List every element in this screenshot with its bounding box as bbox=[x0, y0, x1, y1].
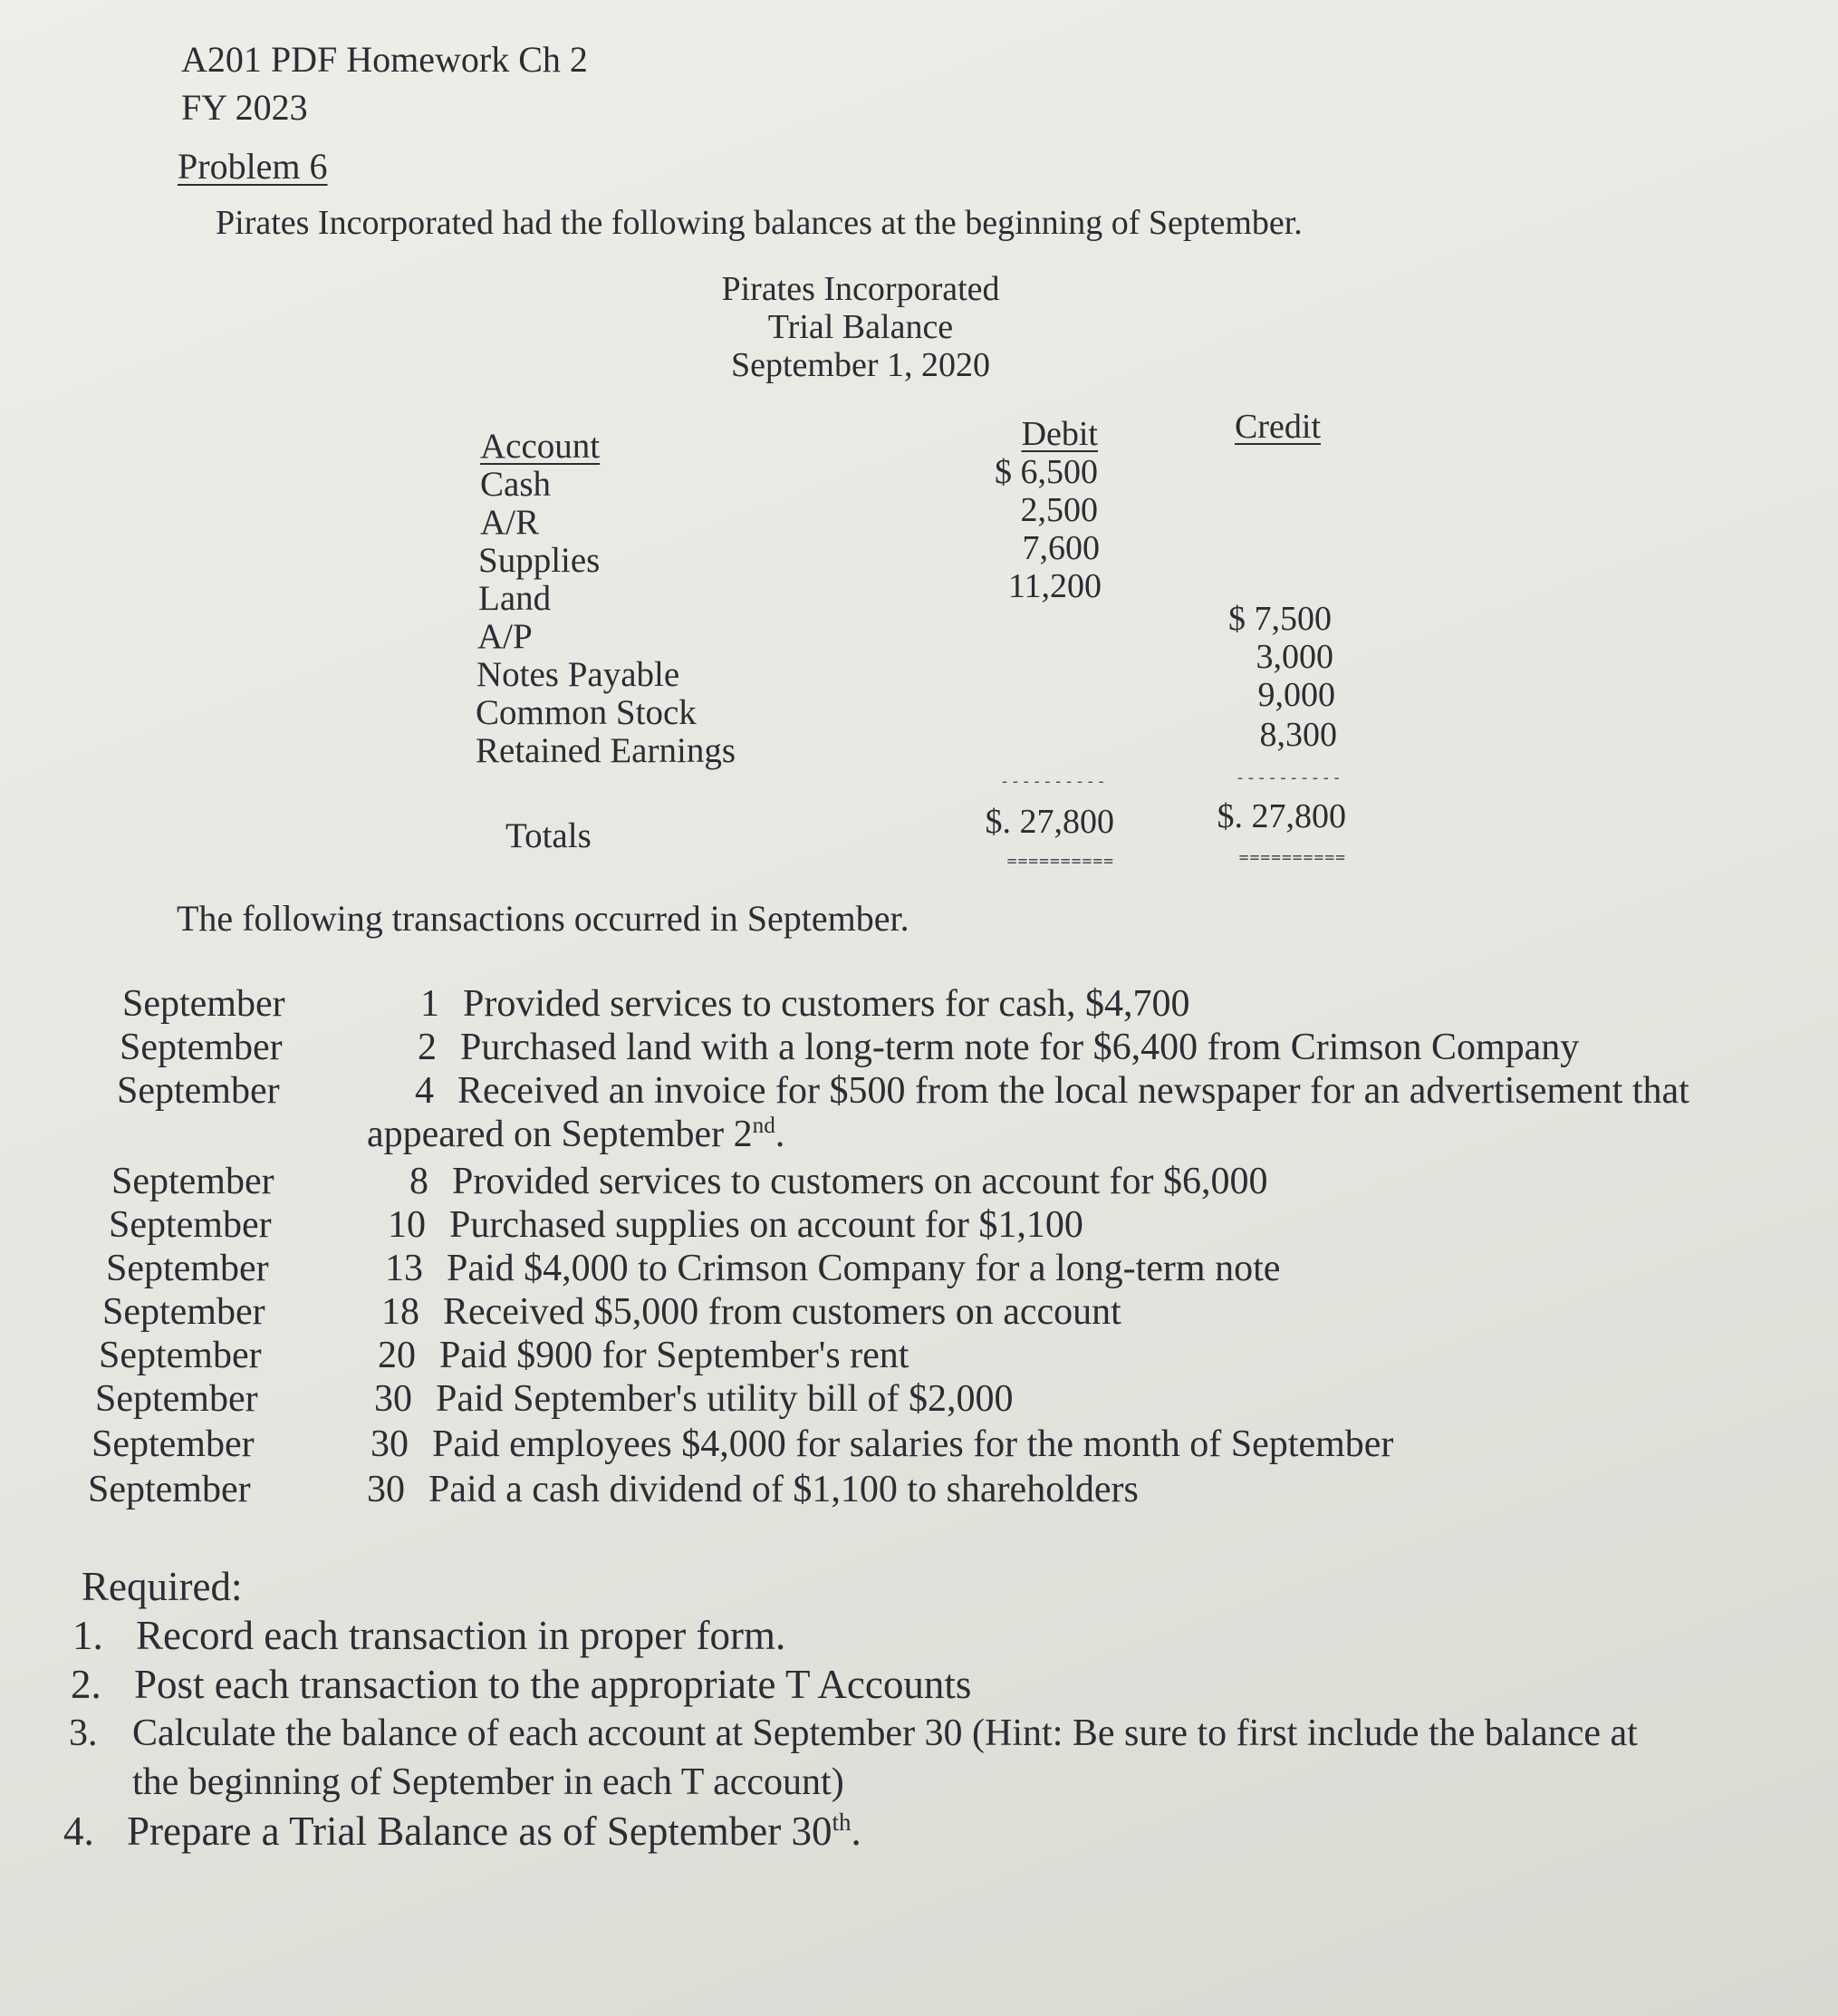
transaction-day: 4 bbox=[415, 1070, 434, 1112]
transaction-month: September bbox=[106, 1248, 269, 1289]
transaction-description: Purchased land with a long-term note for $6,400 from Crimson Company bbox=[460, 1027, 1580, 1068]
transaction-row bbox=[88, 1468, 1139, 1511]
transaction-description: Paid September's utility bill of $2,000 bbox=[436, 1378, 1014, 1420]
account-name: A/P bbox=[477, 617, 533, 656]
required-item: 4. Prepare a Trial Balance as of September 30th. bbox=[63, 1809, 861, 1854]
debit-header: Debit bbox=[1021, 415, 1098, 453]
transaction-description: Paid $4,000 to Crimson Company for a long-term note bbox=[447, 1248, 1281, 1289]
required-item: 3. Calculate the balance of each account at September 30 (Hint: Be sure to first include the balance at bbox=[69, 1712, 1638, 1754]
total-debit: $. 27,800 bbox=[985, 803, 1114, 841]
transaction-month: September bbox=[109, 1204, 272, 1246]
transaction-description: Purchased supplies on account for $1,100 bbox=[449, 1204, 1083, 1246]
transaction-row bbox=[120, 1026, 1579, 1069]
transactions-intro: The following transactions occurred in September. bbox=[177, 898, 909, 939]
required-item: 1. Record each transaction in proper form. bbox=[72, 1613, 786, 1658]
transaction-month: September bbox=[111, 1161, 274, 1202]
credit-value: 9,000 bbox=[1257, 676, 1335, 714]
debit-double-rule: ========== bbox=[1006, 852, 1114, 871]
credit-value: $ 7,500 bbox=[1228, 600, 1332, 638]
transaction-description: Received $5,000 from customers on account bbox=[443, 1291, 1121, 1333]
transaction-row bbox=[91, 1423, 1393, 1466]
tb-company: Pirates Incorporated bbox=[721, 270, 1000, 308]
credit-value: 8,300 bbox=[1259, 716, 1337, 754]
transaction-row bbox=[99, 1334, 909, 1377]
account-name: Supplies bbox=[478, 541, 601, 580]
fiscal-year: FY 2023 bbox=[181, 87, 308, 128]
debit-value: 2,500 bbox=[1020, 491, 1098, 529]
transaction-description: Paid $900 for September's rent bbox=[439, 1335, 909, 1376]
transaction-description: Paid employees $4,000 for salaries for the month of September bbox=[432, 1423, 1394, 1465]
transaction-day: 8 bbox=[409, 1161, 428, 1202]
transaction-month: September bbox=[99, 1335, 262, 1376]
transaction-row bbox=[102, 1290, 1121, 1334]
credit-single-rule: ---------- bbox=[1235, 768, 1342, 787]
transaction-description: Received an invoice for $500 from the local newspaper for an advertisement that bbox=[457, 1070, 1689, 1112]
credit-header: Credit bbox=[1235, 408, 1321, 446]
transaction-day: 10 bbox=[388, 1204, 426, 1246]
account-name: Land bbox=[478, 579, 552, 618]
required-item-continuation: the beginning of September in each T account) bbox=[132, 1761, 844, 1803]
course-title: A201 PDF Homework Ch 2 bbox=[181, 39, 588, 80]
transaction-row bbox=[95, 1377, 1014, 1421]
total-credit: $. 27,800 bbox=[1217, 797, 1346, 835]
account-name: Common Stock bbox=[476, 693, 697, 732]
credit-value: 3,000 bbox=[1256, 638, 1333, 676]
account-name: Notes Payable bbox=[476, 655, 680, 694]
transaction-continuation: appeared on September 2nd. bbox=[367, 1114, 785, 1155]
transaction-month: September bbox=[102, 1291, 265, 1333]
transaction-month: September bbox=[95, 1378, 258, 1420]
tb-date: September 1, 2020 bbox=[730, 346, 990, 384]
transaction-day: 30 bbox=[367, 1469, 405, 1510]
transaction-day: 1 bbox=[420, 983, 439, 1025]
transaction-description: Provided services to customers for cash, $4,700 bbox=[463, 983, 1190, 1025]
transaction-month: September bbox=[91, 1423, 255, 1465]
required-heading: Required: bbox=[82, 1564, 243, 1609]
transaction-day: 2 bbox=[418, 1027, 437, 1068]
transaction-row bbox=[111, 1160, 1267, 1203]
transaction-day: 18 bbox=[381, 1291, 419, 1333]
account-header: Account bbox=[480, 427, 601, 466]
transaction-row bbox=[122, 982, 1190, 1026]
debit-value: 11,200 bbox=[1007, 567, 1102, 605]
account-name: Cash bbox=[480, 465, 551, 504]
problem-label: Problem 6 bbox=[178, 146, 328, 187]
required-item: 2. Post each transaction to the appropriate T Accounts bbox=[71, 1662, 972, 1707]
tb-title: Trial Balance bbox=[767, 308, 954, 346]
transaction-day: 13 bbox=[385, 1248, 423, 1289]
totals-label: Totals bbox=[505, 816, 592, 855]
transaction-day: 20 bbox=[378, 1335, 416, 1376]
transaction-row bbox=[109, 1203, 1083, 1247]
transaction-description: Provided services to customers on account for $6,000 bbox=[452, 1161, 1268, 1202]
transaction-day: 30 bbox=[370, 1423, 409, 1465]
intro-text: Pirates Incorporated had the following balances at the beginning of September. bbox=[216, 204, 1303, 242]
credit-double-rule: ========== bbox=[1238, 848, 1346, 867]
transaction-day: 30 bbox=[374, 1378, 412, 1420]
transaction-month: September bbox=[117, 1070, 280, 1112]
transaction-month: September bbox=[122, 983, 285, 1025]
debit-value: 7,600 bbox=[1022, 529, 1100, 567]
transaction-row bbox=[117, 1069, 1689, 1113]
transaction-month: September bbox=[120, 1027, 283, 1068]
account-name: Retained Earnings bbox=[476, 731, 736, 770]
transaction-description: Paid a cash dividend of $1,100 to shareholders bbox=[428, 1469, 1139, 1510]
transaction-month: September bbox=[88, 1469, 251, 1510]
transaction-row bbox=[106, 1247, 1280, 1290]
debit-value: $ 6,500 bbox=[995, 453, 1098, 491]
debit-single-rule: ---------- bbox=[999, 772, 1107, 791]
account-name: A/R bbox=[480, 503, 540, 542]
